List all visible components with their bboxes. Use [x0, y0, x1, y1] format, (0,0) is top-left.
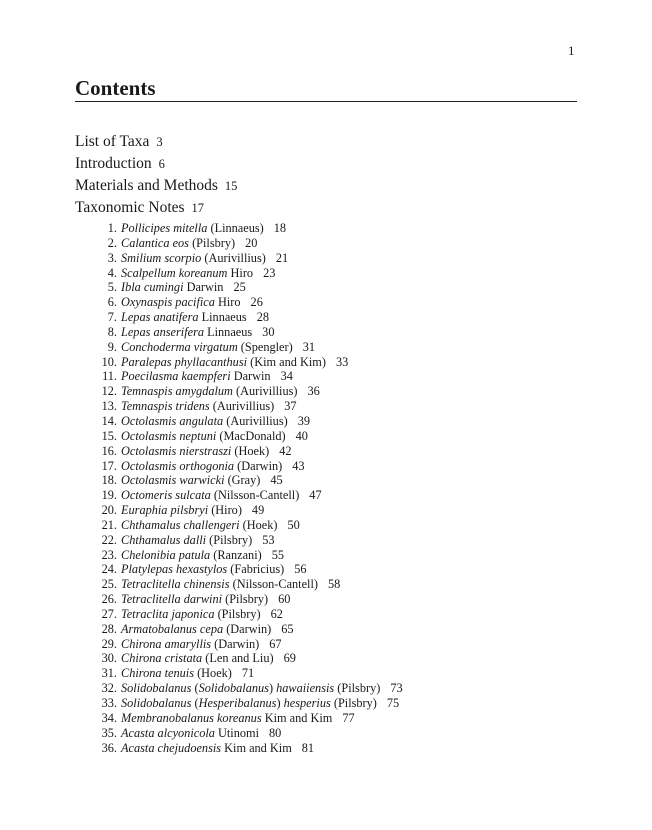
- taxon-author: (Pilsbry): [209, 532, 253, 547]
- taxon-number: 33.: [101, 696, 117, 710]
- taxon-number: 30.: [101, 651, 117, 666]
- taxon-author: (Ranzani): [213, 547, 262, 562]
- taxon-entry[interactable]: [75, 355, 403, 370]
- taxon-name: Membranobalanus koreanus: [121, 710, 262, 725]
- taxon-author: Hiro: [218, 295, 241, 310]
- taxon-page-number: 49: [251, 503, 265, 518]
- taxon-entry[interactable]: [75, 518, 403, 533]
- taxon-name: Platylepas hexastylos: [121, 562, 228, 577]
- taxon-author: Utinomi: [218, 725, 259, 740]
- taxon-number: 9.: [107, 339, 117, 354]
- taxon-entry[interactable]: [75, 444, 403, 459]
- taxon-entry[interactable]: [75, 533, 403, 548]
- taxon-page-number: 36: [307, 384, 320, 399]
- taxon-page-number: 42: [279, 443, 292, 458]
- taxon-author: (Hiro): [211, 503, 242, 518]
- section-page-number: 3: [156, 135, 163, 149]
- taxon-page-number: 34: [280, 369, 293, 384]
- taxon-author: Linnaeus: [201, 310, 247, 325]
- section-page-number: 17: [191, 201, 205, 215]
- taxon-entry[interactable]: [75, 473, 403, 488]
- taxon-page-number: 67: [269, 636, 282, 651]
- taxon-author: (Nilsson-Cantell): [213, 488, 300, 503]
- taxon-entry[interactable]: [75, 384, 403, 399]
- taxon-page-number: 60: [278, 592, 291, 607]
- taxon-name: Oxynaspis pacifica: [121, 295, 215, 310]
- taxon-entry[interactable]: [75, 592, 403, 607]
- section-page-number: 15: [224, 179, 238, 193]
- taxon-number: 17.: [101, 458, 117, 473]
- taxon-entry[interactable]: [75, 414, 403, 429]
- taxon-author: (Gray): [227, 473, 261, 488]
- taxon-page-number: 75: [386, 696, 400, 710]
- taxon-name: Ibla cumingi: [121, 280, 184, 295]
- taxon-number: 14.: [101, 413, 117, 428]
- taxon-entry[interactable]: [75, 325, 403, 340]
- taxon-name: Pollicipes mitella: [121, 221, 208, 235]
- taxon-page-number: 80: [269, 725, 282, 740]
- taxon-page-number: 31: [302, 339, 315, 354]
- section-list: [75, 131, 237, 219]
- taxon-entry[interactable]: [75, 251, 403, 266]
- taxon-entry[interactable]: [75, 310, 403, 325]
- taxon-entry[interactable]: [75, 726, 403, 741]
- taxon-author: (Fabricius): [230, 562, 285, 577]
- taxon-entry[interactable]: [75, 562, 403, 577]
- taxon-name: Chelonibia patula: [121, 547, 211, 562]
- taxon-page-number: 33: [335, 354, 349, 369]
- taxon-name: Octolasmis angulata: [121, 413, 224, 428]
- taxon-number: 4.: [107, 265, 117, 280]
- taxon-page-number: 62: [270, 606, 283, 621]
- taxon-author: Darwin: [233, 369, 271, 384]
- taxon-number: 32.: [101, 681, 117, 696]
- taxon-page-number: 81: [301, 740, 315, 755]
- taxon-entry[interactable]: [75, 266, 403, 281]
- taxon-number: 27.: [101, 606, 117, 621]
- taxon-page-number: 53: [262, 532, 275, 547]
- title-rule: [75, 101, 577, 102]
- taxon-number: 22.: [101, 532, 117, 547]
- taxon-name: Calantica eos: [121, 235, 189, 250]
- taxon-author: (Nilsson-Cantell): [232, 577, 318, 592]
- taxon-entry[interactable]: [75, 681, 403, 696]
- taxon-name: Solidobalanus (Hesperibalanus) hesperius: [121, 696, 331, 710]
- taxon-name: Temnaspis amygdalum: [121, 384, 233, 399]
- taxon-entry[interactable]: [75, 622, 403, 637]
- taxon-number: 19.: [101, 488, 117, 503]
- taxon-entry[interactable]: [75, 696, 403, 711]
- taxon-number: 24.: [101, 562, 117, 577]
- section-page-number: 6: [158, 157, 165, 171]
- taxon-name: Tetraclita japonica: [121, 606, 215, 621]
- taxon-number: 15.: [101, 428, 117, 443]
- taxon-author: (Aurivillius): [236, 384, 298, 399]
- taxon-name: Chthamalus challengeri: [121, 517, 240, 532]
- taxon-page-number: 25: [233, 280, 246, 295]
- section-label: List of Taxa: [75, 133, 150, 150]
- toc-section-entry[interactable]: [75, 131, 237, 153]
- taxon-number: 36.: [101, 740, 117, 755]
- taxon-author: (Darwin): [214, 636, 260, 651]
- taxon-number: 20.: [101, 503, 117, 518]
- taxon-number: 29.: [101, 636, 117, 651]
- taxon-page-number: 77: [342, 710, 355, 725]
- taxon-author: Darwin: [186, 280, 224, 295]
- taxon-page-number: 30: [262, 324, 275, 339]
- page-number: 1: [568, 43, 575, 58]
- taxa-list: [75, 221, 403, 755]
- taxon-author: (MacDonald): [219, 428, 286, 443]
- taxon-page-number: 58: [327, 577, 341, 592]
- taxon-name: Acasta alcyonicola: [121, 725, 215, 740]
- taxon-name: Paralepas phyllacanthusi: [121, 354, 248, 369]
- taxon-name: Poecilasma kaempferi: [121, 369, 231, 384]
- taxon-entry[interactable]: [75, 741, 403, 756]
- contents-title: Contents: [75, 76, 156, 100]
- taxon-entry[interactable]: [75, 503, 403, 518]
- taxon-name: Octolasmis warwicki: [121, 473, 225, 488]
- taxon-entry[interactable]: [75, 429, 403, 444]
- taxon-author: (Darwin): [226, 621, 272, 636]
- taxon-entry[interactable]: [75, 488, 403, 503]
- taxon-page-number: 69: [283, 651, 296, 666]
- taxon-author: (Pilsbry): [225, 592, 269, 607]
- taxon-number: 23.: [101, 547, 117, 562]
- taxon-name: Octolasmis neptuni: [121, 428, 217, 443]
- taxon-page-number: 18: [273, 221, 287, 235]
- taxon-page-number: 20: [245, 235, 258, 250]
- taxon-author: (Pilsbry): [192, 235, 236, 250]
- taxon-page-number: 50: [287, 517, 300, 532]
- taxon-author: Hiro: [230, 265, 254, 280]
- taxon-number: 7.: [107, 310, 117, 325]
- taxon-number: 12.: [101, 384, 117, 399]
- taxon-entry[interactable]: [75, 607, 403, 622]
- taxon-number: 2.: [107, 235, 117, 250]
- taxon-page-number: 73: [390, 681, 403, 696]
- taxon-name: Smilium scorpio: [121, 250, 202, 265]
- taxon-entry[interactable]: [75, 399, 403, 414]
- taxon-name: Chthamalus dalli: [121, 532, 207, 547]
- taxon-page-number: 45: [270, 473, 283, 488]
- taxon-name: Chirona cristata: [121, 651, 203, 666]
- taxon-name: Tetraclitella darwini: [121, 592, 223, 607]
- taxon-entry[interactable]: [75, 280, 403, 295]
- taxon-name: Solidobalanus (Solidobalanus) hawaiiensis: [121, 681, 335, 696]
- taxon-page-number: 65: [281, 621, 294, 636]
- taxon-name: Acasta chejudoensis: [121, 740, 222, 755]
- toc-section-entry[interactable]: [75, 175, 237, 197]
- taxon-name: Octolasmis orthogonia: [121, 458, 235, 473]
- taxon-page-number: 55: [271, 547, 285, 562]
- taxon-author: (Aurivillius): [204, 250, 266, 265]
- taxon-author: (Hoek): [242, 517, 278, 532]
- taxon-number: 26.: [101, 592, 117, 607]
- taxon-author: (Spengler): [240, 339, 293, 354]
- taxon-author: (Pilsbry): [333, 696, 377, 710]
- taxon-author: (Hoek): [197, 666, 232, 681]
- taxon-page-number: 71: [241, 666, 255, 681]
- toc-section-entry[interactable]: [75, 197, 237, 219]
- taxon-page-number: 21: [275, 250, 289, 265]
- taxon-author: (Aurivillius): [212, 399, 275, 414]
- taxon-number: 5.: [107, 280, 117, 295]
- taxon-entry[interactable]: [75, 221, 403, 236]
- taxon-entry[interactable]: [75, 637, 403, 652]
- taxon-author: (Pilsbry): [337, 681, 381, 696]
- taxon-number: 28.: [101, 621, 117, 636]
- taxon-number: 10.: [101, 354, 117, 369]
- taxon-author: (Pilsbry): [217, 606, 261, 621]
- taxon-page-number: 37: [284, 399, 297, 414]
- taxon-page-number: 26: [250, 295, 263, 310]
- taxon-author: Kim and Kim: [224, 740, 292, 755]
- taxon-entry[interactable]: [75, 651, 403, 666]
- taxon-name: Armatobalanus cepa: [121, 621, 224, 636]
- taxon-number: 31.: [101, 666, 117, 681]
- taxon-author: (Darwin): [237, 458, 283, 473]
- toc-section-entry[interactable]: [75, 153, 237, 175]
- taxon-author: (Aurivillius): [226, 413, 288, 428]
- taxon-name: Chirona amaryllis: [121, 636, 212, 651]
- taxon-author: Kim and Kim: [264, 710, 333, 725]
- taxon-page-number: 56: [294, 562, 307, 577]
- taxon-number: 34.: [101, 710, 117, 725]
- taxon-name: Octomeris sulcata: [121, 488, 211, 503]
- taxon-entry[interactable]: [75, 711, 403, 726]
- taxon-number: 8.: [107, 324, 117, 339]
- taxon-entry[interactable]: [75, 295, 403, 310]
- taxon-entry[interactable]: [75, 459, 403, 474]
- taxon-name: Scalpellum koreanum: [121, 265, 228, 280]
- taxon-name: Temnaspis tridens: [121, 399, 210, 414]
- taxon-name: Chirona tenuis: [121, 666, 194, 681]
- taxon-number: 21.: [101, 517, 117, 532]
- taxon-number: 3.: [107, 250, 117, 265]
- taxon-name: Lepas anserifera: [121, 324, 205, 339]
- taxon-number: 13.: [101, 399, 117, 414]
- taxon-entry[interactable]: [75, 666, 403, 681]
- taxon-page-number: 23: [263, 265, 276, 280]
- taxon-author: (Hoek): [234, 443, 270, 458]
- taxon-number: 18.: [101, 473, 117, 488]
- taxon-page-number: 39: [297, 413, 310, 428]
- section-label: Materials and Methods: [75, 177, 218, 194]
- taxon-name: Conchoderma virgatum: [121, 339, 238, 354]
- taxon-entry[interactable]: [75, 548, 403, 563]
- taxon-number: 16.: [101, 443, 117, 458]
- taxon-author: Linnaeus: [207, 324, 253, 339]
- taxon-number: 35.: [101, 725, 117, 740]
- taxon-number: 6.: [107, 295, 117, 310]
- taxon-page-number: 40: [295, 428, 308, 443]
- section-label: Taxonomic Notes: [75, 199, 185, 216]
- taxon-name: Octolasmis nierstraszi: [121, 443, 232, 458]
- taxon-name: Euraphia pilsbryi: [121, 503, 209, 518]
- taxon-name: Lepas anatifera: [121, 310, 199, 325]
- taxon-page-number: 43: [292, 458, 305, 473]
- taxon-entry[interactable]: [75, 369, 403, 384]
- taxon-author: (Len and Liu): [205, 651, 274, 666]
- taxon-entry[interactable]: [75, 340, 403, 355]
- taxon-number: 11.: [102, 369, 117, 384]
- taxon-author: (Kim and Kim): [250, 354, 326, 369]
- taxon-page-number: 28: [256, 310, 269, 325]
- taxon-entry[interactable]: [75, 577, 403, 592]
- taxon-name: Tetraclitella chinensis: [121, 577, 230, 592]
- taxon-author: (Linnaeus): [210, 221, 264, 235]
- section-label: Introduction: [75, 155, 152, 172]
- taxon-page-number: 47: [309, 488, 322, 503]
- taxon-number: 25.: [101, 577, 117, 592]
- taxon-entry[interactable]: [75, 236, 403, 251]
- taxon-number: 1.: [107, 221, 117, 235]
